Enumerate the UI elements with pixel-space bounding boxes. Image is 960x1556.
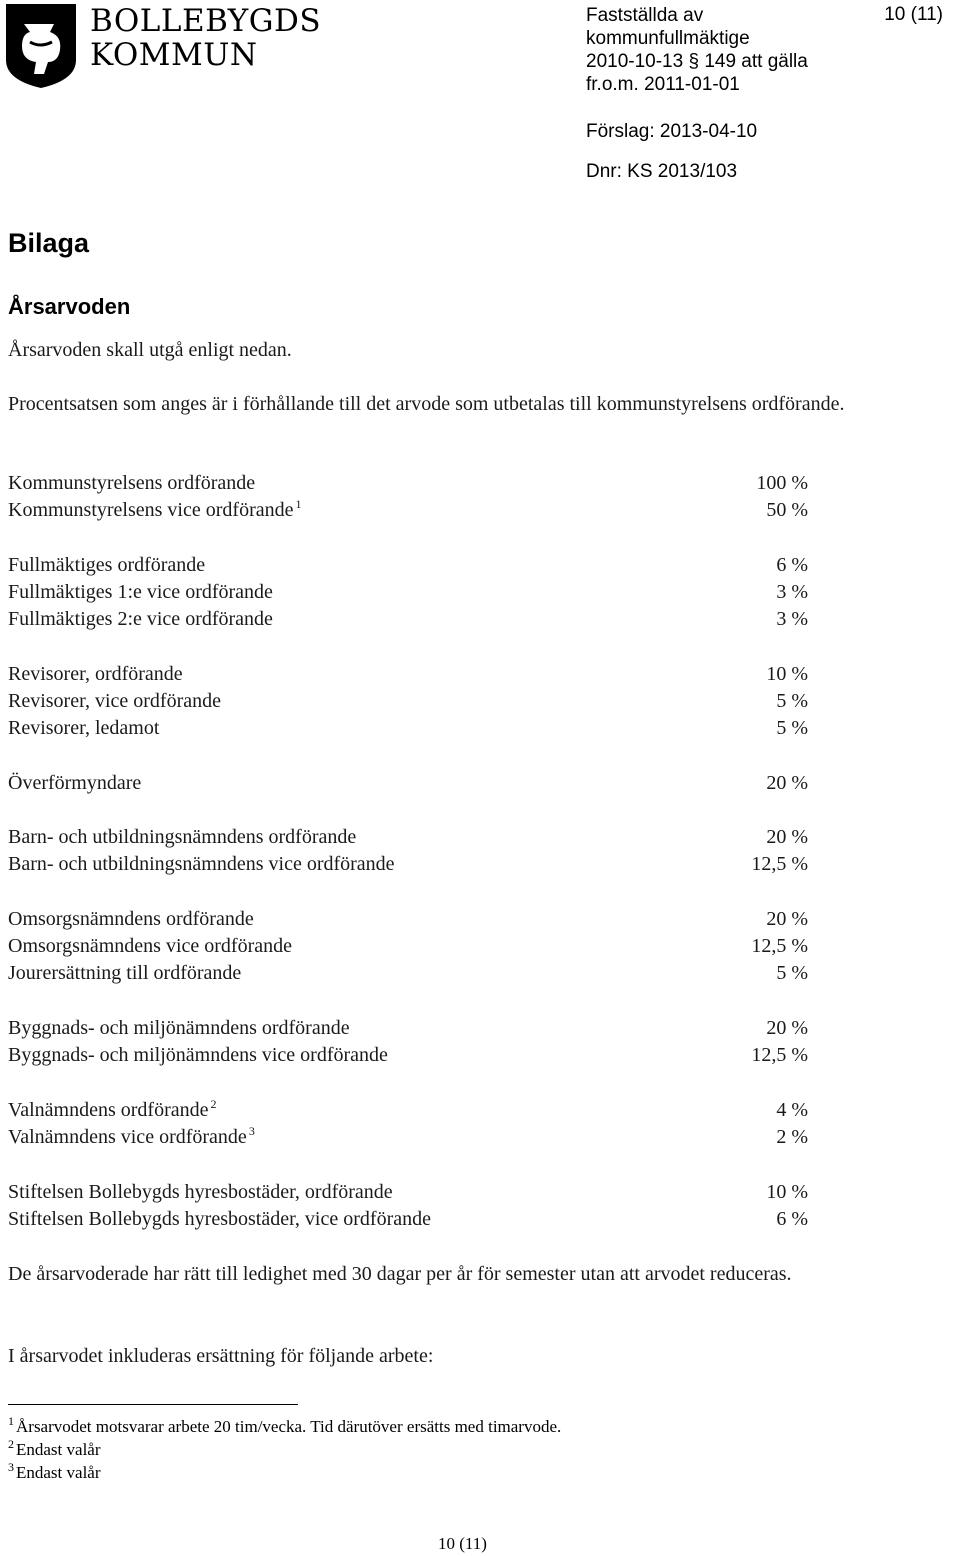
fee-row [8,1015,808,1042]
footnote-number: 2 [8,1437,14,1451]
adopted-line-2: kommunfullmäktige [586,28,750,49]
fee-percentage: 6 % [776,554,808,576]
footnote-number: 1 [8,1414,14,1428]
fee-percentage: 3 % [776,608,808,630]
logo-line-2: KOMMUN [90,37,258,73]
fee-row [8,851,808,878]
fee-role-text: Omsorgsnämndens ordförande [8,908,254,930]
fee-role-text: Revisorer, ordförande [8,663,183,685]
fee-row [8,552,808,579]
fee-role-text: Revisorer, ledamot [8,717,160,739]
adopted-line-1: Fastställda av [586,5,704,26]
footnote-reference: 3 [248,1124,255,1138]
fee-row [8,1179,808,1206]
municipality-logo [4,2,322,90]
fee-row [8,497,808,524]
page-number-bottom: 10 (11) [438,1534,487,1553]
fee-role-label [8,497,301,526]
fee-percentage: 3 % [776,581,808,603]
fee-role-text: Stiftelsen Bollebygds hyresbostäder, ordförande [8,1181,393,1203]
footnote-reference: 1 [295,497,302,511]
footnote-1 [8,1416,561,1439]
fee-percentage: 6 % [776,1208,808,1230]
fee-percentage: 4 % [776,1099,808,1121]
document-number: Dnr: KS 2013/103 [586,161,738,182]
fee-role-label [8,688,221,715]
footnote-3 [8,1462,101,1485]
footnote-text: Årsarvodet motsvarar arbete 20 tim/vecka. Tid därutöver ersätts med timarvode. [16,1417,562,1436]
fee-row [8,1097,808,1124]
fee-row [8,715,808,742]
fee-percentage: 12,5 % [751,935,808,957]
fee-percentage: 20 % [766,1017,808,1039]
fee-row [8,770,808,797]
fee-percentage: 10 % [766,1181,808,1203]
fee-role-label [8,933,292,960]
fee-row [8,824,808,851]
fee-percentage: 10 % [766,663,808,685]
proposal-date: Förslag: 2013-04-10 [586,121,758,142]
fee-role-text: Kommunstyrelsens ordförande [8,472,256,494]
section-heading: Årsarvoden [8,294,131,319]
coat-of-arms-icon [4,2,78,90]
fee-row [8,1042,808,1069]
fee-role-label [8,661,183,688]
footnote-reference: 2 [210,1097,217,1111]
fee-percentage: 12,5 % [751,853,808,875]
footnote-text: Endast valår [16,1440,101,1459]
page-number-top: 10 (11) [884,4,943,25]
fee-role-text: Jourersättning till ordförande [8,962,242,984]
logo-line-1: BOLLEBYGDS [90,3,322,39]
fee-role-label [8,579,273,606]
fee-row [8,470,808,497]
fee-role-text: Fullmäktiges 1:e vice ordförande [8,581,273,603]
fee-role-label [8,606,273,633]
fee-row [8,661,808,688]
footnote-2 [8,1439,101,1462]
leave-paragraph: De årsarvoderade har rätt till ledighet med 30 dagar per år för semester utan att arvodet reduceras. [8,1263,792,1285]
fee-role-label [8,770,141,797]
fee-role-text: Valnämndens vice ordförande [8,1126,247,1148]
fee-role-label [8,552,205,579]
footnote-number: 3 [8,1460,14,1474]
fee-role-text: Byggnads- och miljönämndens vice ordförande [8,1044,388,1066]
fee-role-text: Kommunstyrelsens vice ordförande [8,499,294,521]
page-title: Bilaga [8,228,90,258]
included-work-paragraph: I årsarvodet inkluderas ersättning för följande arbete: [8,1345,434,1367]
fee-percentage: 2 % [776,1126,808,1148]
fee-role-text: Fullmäktiges ordförande [8,554,206,576]
fee-role-text: Stiftelsen Bollebygds hyresbostäder, vice ordförande [8,1208,431,1230]
logo-wordmark [90,4,321,72]
fee-role-text: Barn- och utbildningsnämndens vice ordförande [8,853,395,875]
fee-row [8,960,808,987]
adopted-line-4: fr.o.m. 2011-01-01 [586,74,740,95]
fee-role-label [8,824,356,851]
fee-role-text: Fullmäktiges 2:e vice ordförande [8,608,273,630]
fee-role-label [8,470,255,497]
fee-percentage: 5 % [776,717,808,739]
fee-percentage: 20 % [766,826,808,848]
fee-role-text: Omsorgsnämndens vice ordförande [8,935,293,957]
intro-paragraph: Procentsatsen som anges är i förhållande till det arvode som utbetalas till kommunstyrelsens ordförande. [8,393,845,415]
fee-percentage: 5 % [776,962,808,984]
fee-role-label [8,1097,217,1126]
fee-role-label [8,1015,350,1042]
footnote-separator [8,1404,298,1405]
fee-role-text: Byggnads- och miljönämndens ordförande [8,1017,350,1039]
fee-row [8,606,808,633]
fee-role-label [8,1206,431,1233]
intro-paragraph: Årsarvoden skall utgå enligt nedan. [8,339,292,361]
fee-row [8,1124,808,1151]
fee-row [8,688,808,715]
fee-row [8,579,808,606]
fee-role-text: Överförmyndare [8,772,142,794]
adopted-line-3: 2010-10-13 § 149 att gälla [586,51,808,72]
fee-role-text: Barn- och utbildningsnämndens ordförande [8,826,357,848]
fee-role-label [8,1042,388,1069]
fee-percentage: 12,5 % [751,1044,808,1066]
fee-percentage: 50 % [766,499,808,521]
fee-role-label [8,1179,393,1206]
fee-role-label [8,715,159,742]
fee-percentage: 5 % [776,690,808,712]
fee-role-label [8,851,395,878]
fee-row [8,1206,808,1233]
fee-row [8,906,808,933]
fee-role-label [8,960,241,987]
fee-role-text: Valnämndens ordförande [8,1099,209,1121]
fee-row [8,933,808,960]
fee-percentage: 20 % [766,908,808,930]
fee-percentage: 20 % [766,772,808,794]
fee-role-label [8,1124,255,1153]
footnote-text: Endast valår [16,1463,101,1482]
fee-percentage: 100 % [756,472,808,494]
fee-role-text: Revisorer, vice ordförande [8,690,221,712]
fee-role-label [8,906,254,933]
